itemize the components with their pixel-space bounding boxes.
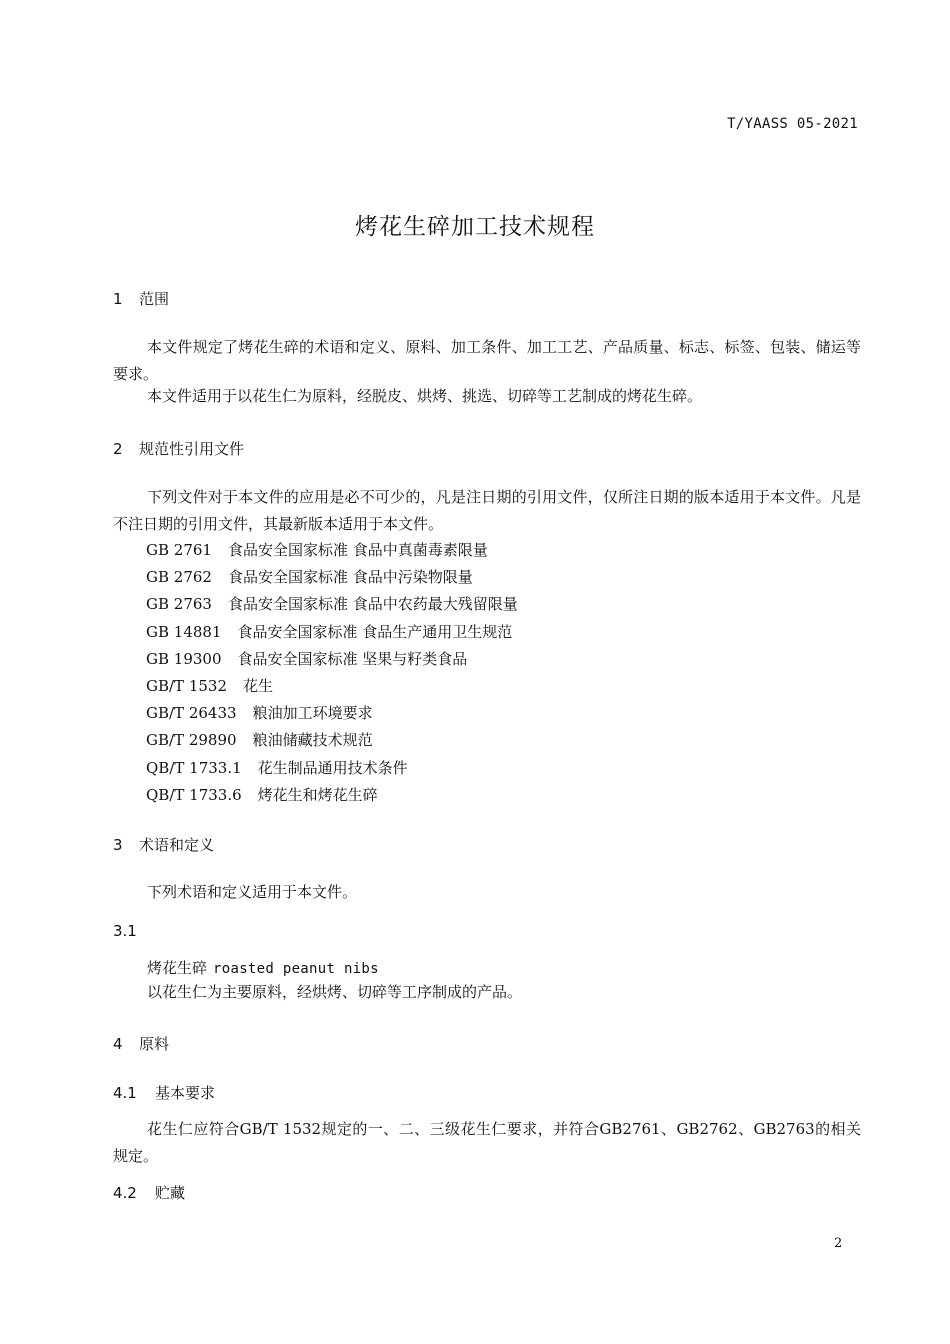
reference-name: 花生制品通用技术条件: [257, 758, 408, 777]
reference-code: GB 2763: [146, 595, 212, 614]
subsection-4-2-heading: [113, 1182, 185, 1203]
section-3-intro: 下列术语和定义适用于本文件。: [147, 883, 358, 901]
subsection-number: 4.1: [113, 1084, 137, 1102]
reference-list: [146, 537, 518, 809]
reference-code: GB 2762: [146, 568, 212, 587]
subsection-number: 4.2: [113, 1184, 137, 1202]
section-title: 规范性引用文件: [139, 440, 245, 458]
reference-item: [146, 727, 518, 754]
section-number: 3: [113, 836, 123, 854]
section-title: 术语和定义: [139, 836, 215, 854]
term-entry: [147, 957, 379, 978]
term-english: roasted peanut nibs: [213, 961, 379, 977]
subsection-title: 贮藏: [155, 1184, 186, 1202]
reference-name: 食品安全国家标准 食品中污染物限量: [227, 568, 473, 587]
reference-code: GB/T 1532: [146, 676, 228, 695]
reference-name: 食品安全国家标准 坚果与籽类食品: [237, 649, 468, 668]
subsection-3-1-number: 3.1: [113, 922, 137, 940]
section-number: 1: [113, 290, 123, 308]
reference-name: 粮油加工环境要求: [252, 704, 373, 723]
section-2-heading: [113, 438, 244, 459]
reference-item: [146, 700, 518, 727]
reference-code: GB 19300: [146, 649, 222, 668]
reference-name: 食品安全国家标准 食品生产通用卫生规范: [237, 622, 513, 641]
reference-item: [146, 564, 518, 591]
document-title: 烤花生碎加工技术规程: [355, 214, 595, 240]
reference-code: GB 2761: [146, 541, 212, 559]
reference-item: [146, 591, 518, 618]
term-chinese: 烤花生碎: [147, 959, 208, 977]
reference-code: GB 14881: [146, 622, 222, 641]
reference-item: [146, 619, 518, 646]
reference-code: QB/T 1733.6: [146, 785, 242, 804]
reference-name: 食品安全国家标准 食品中真菌毒素限量: [227, 541, 488, 559]
reference-item: [146, 673, 518, 700]
document-code: T/YAASS 05-2021: [727, 116, 858, 132]
section-1-paragraph-2: 本文件适用于以花生仁为原料，经脱皮、烘烤、挑选、切碎等工艺制成的烤花生碎。: [147, 387, 703, 405]
term-definition: 以花生仁为主要原料，经烘烤、切碎等工序制成的产品。: [147, 983, 523, 1001]
section-1-heading: [113, 288, 169, 309]
section-title: 原料: [139, 1035, 170, 1053]
reference-name: 烤花生和烤花生碎: [257, 785, 378, 804]
subsection-4-1-heading: [113, 1082, 215, 1103]
reference-item: [146, 782, 518, 809]
section-number: 2: [113, 440, 123, 458]
reference-name: 食品安全国家标准 食品中农药最大残留限量: [227, 595, 518, 614]
reference-item: [146, 755, 518, 782]
section-1-paragraph-1: 本文件规定了烤花生碎的术语和定义、原料、加工条件、加工工艺、产品质量、标志、标签、包装、储运等要求。: [113, 338, 861, 383]
reference-code: GB/T 26433: [146, 704, 237, 723]
section-2-intro: 下列文件对于本文件的应用是必不可少的，凡是注日期的引用文件，仅所注日期的版本适用于本文件。凡是不注日期的引用文件，其最新版本适用于本文件。: [113, 488, 861, 533]
section-4-heading: [113, 1033, 169, 1054]
section-number: 4: [113, 1035, 123, 1053]
reference-name: 花生: [243, 676, 274, 695]
subsection-4-1-paragraph: 花生仁应符合GB/T 1532规定的一、二、三级花生仁要求，并符合GB2761、GB2762、GB2763的相关规定。: [113, 1120, 861, 1165]
section-title: 范围: [139, 290, 170, 308]
reference-code: QB/T 1733.1: [146, 758, 242, 777]
reference-name: 粮油储藏技术规范: [252, 731, 373, 750]
section-3-heading: [113, 834, 214, 855]
reference-item: [146, 646, 518, 673]
reference-code: GB/T 29890: [146, 731, 237, 750]
reference-item: [146, 537, 518, 564]
page-number: 2: [834, 1236, 843, 1251]
subsection-title: 基本要求: [155, 1084, 216, 1102]
